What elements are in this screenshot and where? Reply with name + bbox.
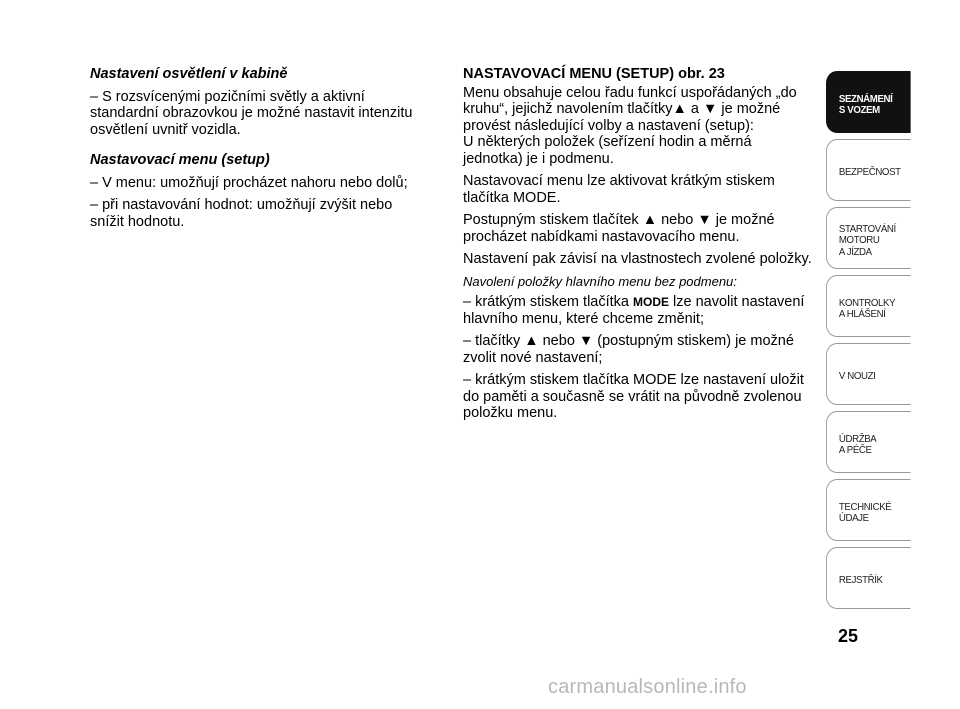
tab-label: V NOUZI (838, 370, 876, 383)
tab-technicke-udaje[interactable] (826, 479, 911, 541)
bullet-item (463, 294, 815, 327)
paragraph: – při nastavování hodnot: umožňují zvýšit nebo snížit hodnotu. (90, 197, 393, 230)
paragraph: Nastavení pak závisí na vlastnostech zvolené položky. (463, 251, 812, 267)
paragraph: Menu obsahuje celou řadu funkcí uspořádaných „do kruhu“, jejichž navolením tlačítky▲ a ▼ je možné provést následující volby a nastavení (setup): (463, 84, 797, 134)
paragraph: Nastavovací menu lze aktivovat krátkým stiskem tlačítka MODE. (463, 173, 775, 206)
tab-v-nouzi[interactable] (826, 343, 911, 405)
left-column (90, 66, 430, 236)
tab-label: SEZNÁMENÍ S VOZEM (838, 92, 893, 116)
tab-label: KONTROLKY A HLÁŠENÍ (838, 296, 896, 320)
chapter-tabs (826, 71, 918, 615)
bullet-text: lze navolit nastavení hlavního menu, které chceme změnit; (463, 294, 805, 327)
tab-label: ÚDRŽBA A PÉČE (838, 432, 877, 456)
tab-label: TECHNICKÉ ÚDAJE (838, 500, 892, 524)
paragraph: U některých položek (seřízení hodin a měrná jednotka) je i podmenu. (463, 134, 752, 167)
tab-rejstrik[interactable] (826, 547, 911, 609)
page-number: 25 (838, 626, 859, 646)
mode-label: MODE (633, 295, 670, 309)
tab-label: REJSTŘÍK (838, 574, 883, 587)
tab-seznameni-s-vozem[interactable] (826, 71, 911, 133)
bullet-item: – tlačítky ▲ nebo ▼ (postupným stiskem) je možné zvolit nové nastavení; (463, 333, 794, 366)
watermark: carmanualsonline.info (548, 676, 747, 698)
section-heading-setup: Nastavovací menu (setup) (90, 152, 270, 168)
section-title-setup-menu: NASTAVOVACÍ MENU (SETUP) obr. 23 (463, 66, 725, 82)
bullet-text: – krátkým stiskem tlačítka (463, 294, 634, 310)
paragraph: Postupným stiskem tlačítek ▲ nebo ▼ je možné procházet nabídkami nastavovacího menu. (463, 212, 775, 245)
tab-bezpecnost[interactable] (826, 139, 911, 201)
right-column (463, 66, 815, 428)
tab-label: STARTOVÁNÍ MOTORU A JÍZDA (838, 222, 896, 258)
subheading-main-menu: Navolení položky hlavního menu bez podmenu: (463, 273, 737, 289)
section-heading-cabin-lighting: Nastavení osvětlení v kabině (90, 66, 288, 82)
tab-kontrolky[interactable] (826, 275, 911, 337)
bullet-item: – krátkým stiskem tlačítka MODE lze nastavení uložit do paměti a současně se vrátit na původně zvolenou položku menu. (463, 372, 804, 421)
paragraph: – S rozsvícenými pozičními světly a aktivní standardní obrazovkou je možné nastavit intenzitu osvětlení uvnitř vozidla. (90, 88, 413, 138)
tab-udrzba[interactable] (826, 411, 911, 473)
paragraph: – V menu: umožňují procházet nahoru nebo dolů; (90, 174, 408, 191)
tab-startovani-motoru[interactable] (826, 207, 911, 269)
tab-label: BEZPEČNOST (838, 166, 901, 179)
